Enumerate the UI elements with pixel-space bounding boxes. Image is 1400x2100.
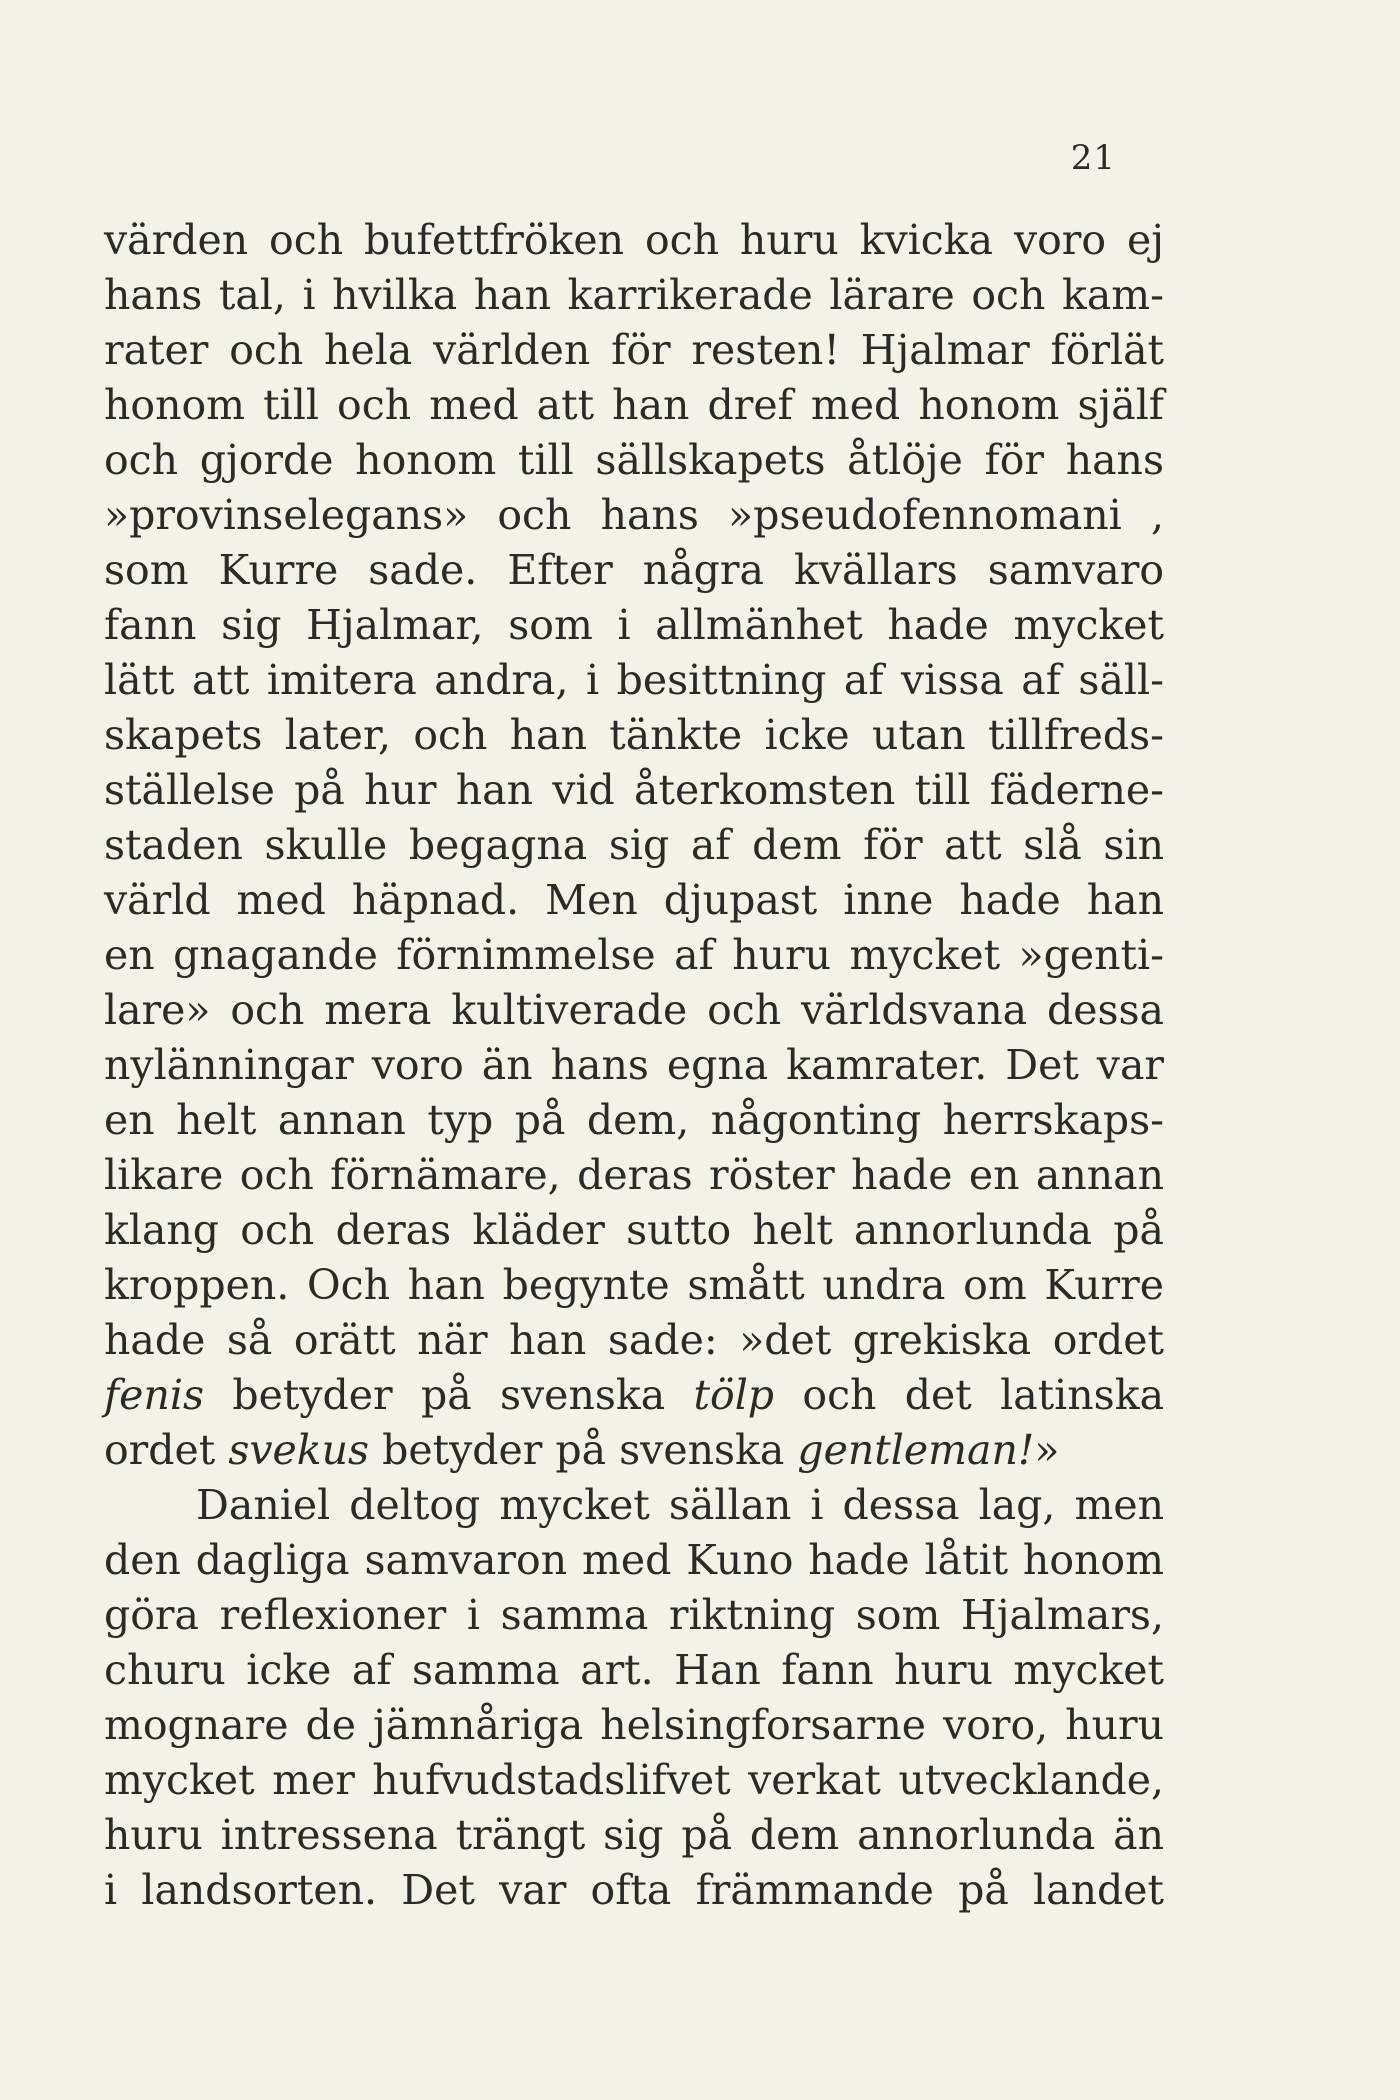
text-line: och gjorde honom till sällskapets åtlöje för hans (104, 436, 1164, 484)
paragraph-start-line: Daniel deltog mycket sällan i dessa lag, men (196, 1481, 1164, 1529)
text-line: staden skulle begagna sig af dem för att slå sin (104, 821, 1164, 869)
text-run: och det latinska (774, 1371, 1165, 1419)
page-number: 21 (1070, 138, 1116, 178)
text-line: en helt annan typ på dem, någonting herrskaps- (104, 1096, 1164, 1144)
italic-word: gentleman! (797, 1426, 1035, 1474)
text-line: i landsorten. Det var ofta främmande på landet (104, 1866, 1164, 1914)
italic-word: fenis (104, 1371, 204, 1419)
text-line: nylänningar voro än hans egna kamrater. Det var (104, 1041, 1164, 1089)
text-run: betyder på svenska (369, 1426, 798, 1474)
text-line: mycket mer hufvudstadslifvet verkat utvecklande, (104, 1756, 1164, 1804)
text-line: likare och förnämare, deras röster hade en annan (104, 1151, 1164, 1199)
text-line: ställelse på hur han vid återkomsten till fäderne- (104, 766, 1164, 814)
text-line: kroppen. Och han begynte smått undra om Kurre (104, 1261, 1164, 1309)
text-line: skapets later, och han tänkte icke utan tillfreds- (104, 711, 1164, 759)
text-line: huru intressena trängt sig på dem annorlunda än (104, 1811, 1164, 1859)
text-line: värld med häpnad. Men djupast inne hade han (104, 876, 1164, 924)
text-run: betyder på svenska (204, 1371, 694, 1419)
text-run: ordet (104, 1426, 229, 1474)
text-line (104, 1423, 1164, 1478)
text-line: lare» och mera kultiverade och världsvana dessa (104, 986, 1164, 1034)
text-line: den dagliga samvaron med Kuno hade låtit honom (104, 1536, 1164, 1584)
text-line: mognare de jämnåriga helsingforsarne voro, huru (104, 1701, 1164, 1749)
text-line: »provinselegans» och hans »pseudofennomani , (104, 491, 1164, 539)
text-line: rater och hela världen för resten! Hjalmar förlät (104, 326, 1164, 374)
text-line: som Kurre sade. Efter några kvällars samvaro (104, 546, 1164, 594)
text-line: hade så orätt när han sade: »det grekiska ordet (104, 1316, 1164, 1364)
text-line: en gnagande förnimmelse af huru mycket »genti- (104, 931, 1164, 979)
text-line: klang och deras kläder sutto helt annorlunda på (104, 1206, 1164, 1254)
text-line: churu icke af samma art. Han fann huru mycket (104, 1646, 1164, 1694)
text-line: hans tal, i hvilka han karrikerade lärare och kam- (104, 271, 1164, 319)
text-line: fann sig Hjalmar, som i allmänhet hade mycket (104, 601, 1164, 649)
italic-word: svekus (228, 1426, 370, 1474)
body-text (104, 213, 1164, 1918)
text-run: » (1034, 1426, 1060, 1474)
text-line: lätt att imitera andra, i besittning af vissa af säll- (104, 656, 1164, 704)
text-line: honom till och med att han dref med honom själf (104, 381, 1164, 429)
text-line: göra reflexioner i samma riktning som Hjalmars, (104, 1591, 1164, 1639)
text-line (104, 1368, 1164, 1423)
text-line: värden och bufettfröken och huru kvicka voro ej (104, 216, 1164, 264)
italic-word: tölp (693, 1371, 775, 1419)
